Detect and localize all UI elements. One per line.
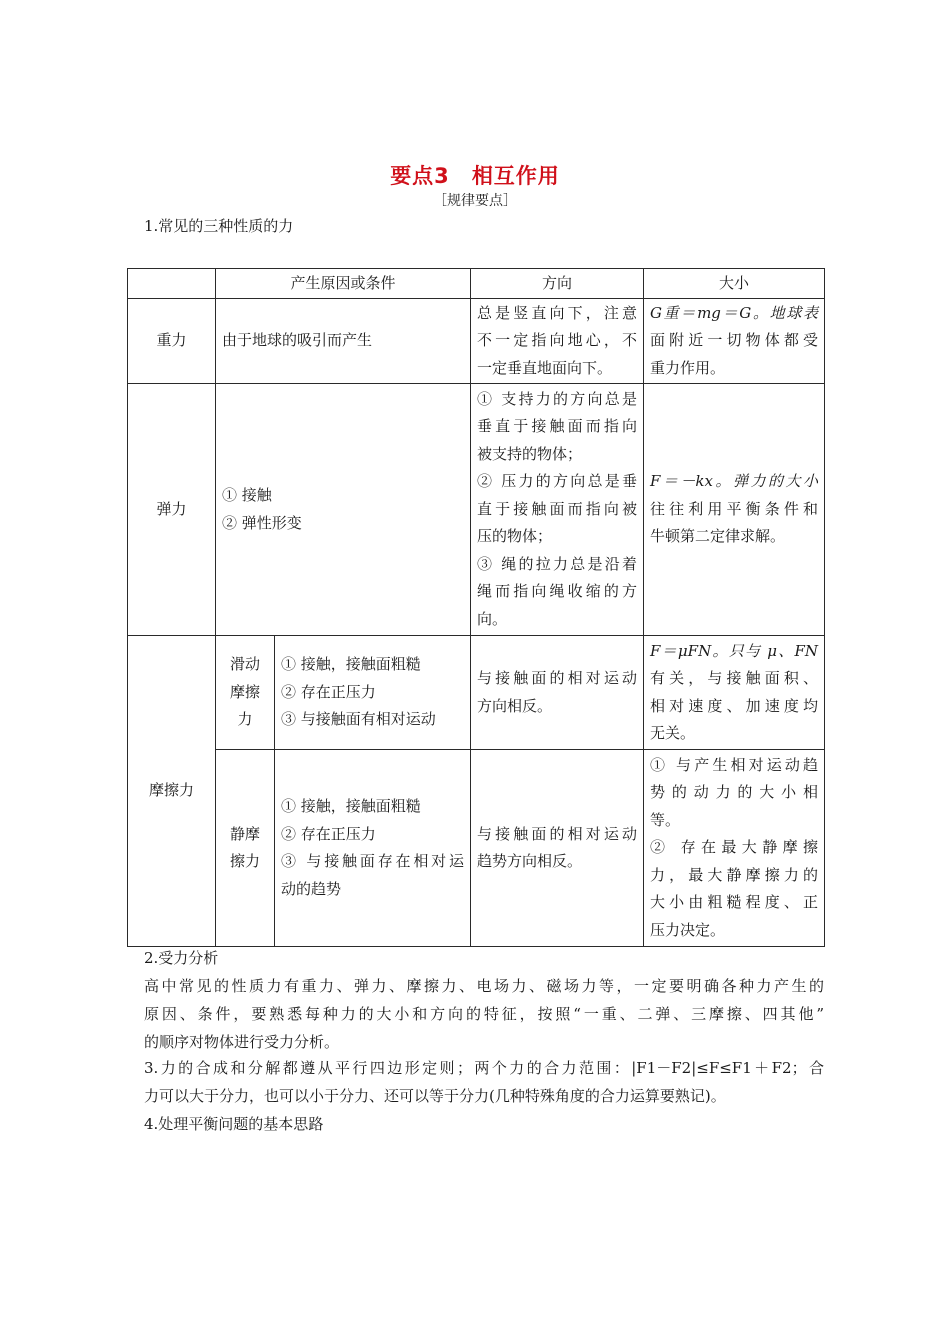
- static-friction-direction: [471, 750, 644, 947]
- text-line: 重力作用。: [650, 358, 726, 377]
- text-line: 面附近一切物体都受: [650, 331, 819, 350]
- elastic-magnitude: [644, 384, 825, 636]
- text-line: 一定垂直地面向下。: [477, 358, 613, 377]
- text-line: 无关。: [650, 724, 696, 742]
- text-line: ② 存在正压力: [281, 682, 376, 701]
- text-line: 垂直于接触面而指向: [477, 417, 638, 436]
- elastic-cause: [216, 384, 471, 636]
- gravity-magnitude: [644, 299, 825, 384]
- text-line: 高中常见的性质力有重力、弹力、摩擦力、电场力、磁场力等，一定要明确各种力产生的: [144, 977, 824, 995]
- text-line: 滑动: [229, 655, 260, 674]
- friction-name: 摩擦力: [128, 636, 216, 947]
- header-cause: 产生原因或条件: [216, 269, 471, 299]
- text-line: ① 接触: [222, 486, 272, 504]
- sliding-friction-magnitude: [644, 636, 825, 750]
- static-friction-name: [216, 750, 275, 947]
- text-line: 向。: [477, 609, 508, 628]
- section-name: 相互作用: [471, 164, 560, 188]
- text-line: 压的物体；: [477, 527, 553, 546]
- text-line: 力，最大静摩擦力的: [650, 865, 819, 884]
- forces-table: [127, 268, 825, 947]
- header-direction: 方向: [471, 269, 644, 299]
- header-magnitude: 大小: [644, 269, 825, 299]
- static-friction-magnitude: [644, 750, 825, 947]
- formula-line: F＝－kx。弹力的大小: [650, 472, 819, 491]
- text-line: 静摩: [229, 824, 260, 843]
- formula-line: G重＝mg＝G。地球表: [650, 303, 819, 322]
- text-line: 趋势方向相反。: [477, 852, 583, 870]
- text-line: 相对速度、加速度均: [650, 696, 819, 715]
- text-line: 等。: [650, 810, 681, 829]
- text-line: ① 与产生相对运动趋: [650, 755, 819, 774]
- text-line: ② 存在正压力: [281, 824, 376, 843]
- heading-1: 1.常见的三种性质的力: [144, 217, 294, 235]
- text-line: 3.力的合成和分解都遵从平行四边形定则；两个力的合力范围：|F1－F2|≤F≤F1＋F2；合: [144, 1059, 824, 1077]
- paragraph-2: [144, 972, 824, 1056]
- heading-2: 2.受力分析: [144, 949, 219, 967]
- paragraph-3: [144, 1054, 824, 1110]
- heading-4: 4.处理平衡问题的基本思路: [144, 1115, 324, 1133]
- text-line: 往往利用平衡条件和: [650, 499, 819, 518]
- text-line: 与接触面的相对运动: [477, 824, 638, 843]
- text-line: 力可以大于分力，也可以小于分力、还可以等于分力(几种特殊角度的合力运算要熟记)。: [144, 1087, 726, 1105]
- text-line: 力: [237, 710, 253, 729]
- gravity-cause: 由于地球的吸引而产生: [216, 299, 471, 384]
- sliding-friction-name: [216, 636, 275, 750]
- text-line: 的顺序对物体进行受力分析。: [144, 1033, 340, 1051]
- header-empty: [128, 269, 216, 299]
- text-line: 擦力: [229, 852, 260, 870]
- text-line: ① 接触，接触面粗糙: [281, 655, 421, 674]
- text-line: 有关，与接触面积、: [650, 669, 819, 687]
- text-line: 直于接触面而指向被: [477, 499, 638, 518]
- text-line: 不一定指向地心，不: [477, 331, 638, 350]
- text-line: ① 接触，接触面粗糙: [281, 797, 421, 815]
- text-line: 压力决定。: [650, 920, 726, 939]
- text-line: ③ 绳的拉力总是沿着: [477, 554, 638, 573]
- text-line: 绳而指向绳收缩的方: [477, 582, 638, 601]
- text-line: 大小由粗糙程度、正: [650, 893, 819, 912]
- subtitle: ［规律要点］: [433, 193, 517, 209]
- sliding-friction-cause: [275, 636, 471, 750]
- text-line: ③ 与接触面有相对运动: [281, 710, 436, 729]
- text-line: 方向相反。: [477, 696, 553, 715]
- gravity-direction: [471, 299, 644, 384]
- text-line: ② 弹性形变: [222, 513, 302, 532]
- text-line: ② 存在最大静摩擦: [650, 838, 819, 857]
- elastic-name: 弹力: [128, 384, 216, 636]
- text-line: 与接触面的相对运动: [477, 669, 638, 687]
- text-line: 摩擦: [229, 682, 260, 701]
- section-title: [0, 160, 950, 190]
- static-friction-cause: [275, 750, 471, 947]
- sliding-friction-direction: [471, 636, 644, 750]
- text-line: 被支持的物体；: [477, 444, 583, 463]
- text-line: 动的趋势: [281, 879, 342, 898]
- text-line: 牛顿第二定律求解。: [650, 527, 786, 546]
- gravity-name: 重力: [128, 299, 216, 384]
- text-line: ② 压力的方向总是垂: [477, 472, 638, 491]
- elastic-direction: [471, 384, 644, 636]
- text-line: ③ 与接触面存在相对运: [281, 852, 465, 870]
- formula-line: F＝μFN。只与 μ、FN: [650, 641, 819, 660]
- text-line: ① 支持力的方向总是: [477, 389, 638, 408]
- text-line: 总是竖直向下，注意: [477, 303, 638, 322]
- section-number: 要点3: [390, 164, 450, 188]
- text-line: 势的动力的大小相: [650, 783, 819, 802]
- text-line: 原因、条件，要熟悉每种力的大小和方向的特征，按照“一重、二弹、三摩擦、四其他”: [144, 1005, 824, 1023]
